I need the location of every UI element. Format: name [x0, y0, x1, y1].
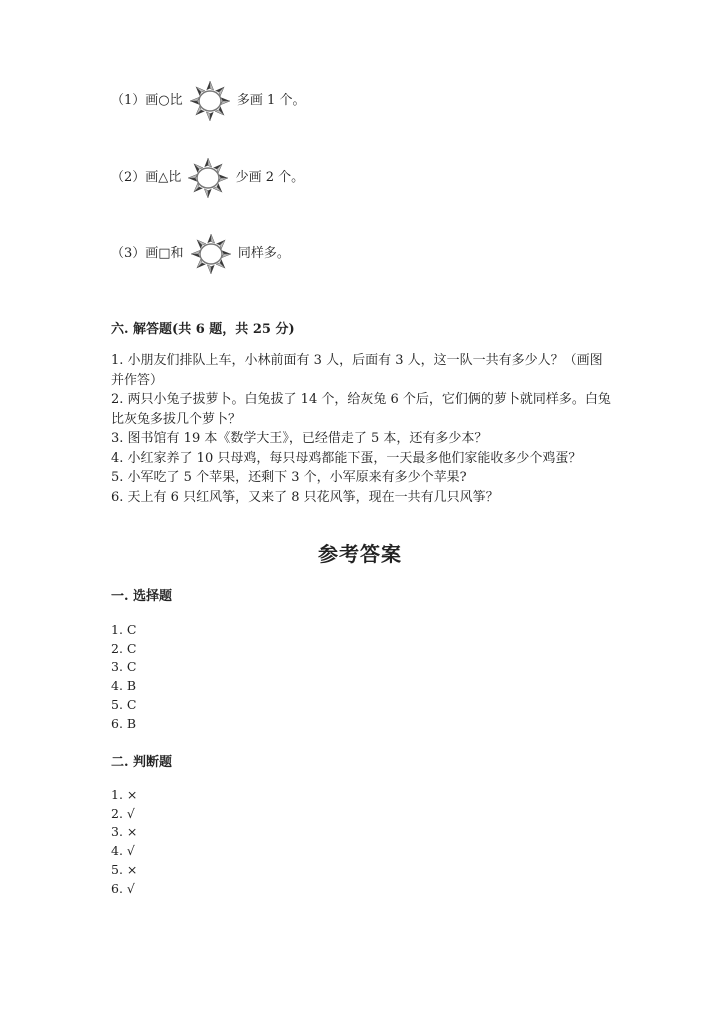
answer-list	[111, 786, 137, 898]
answer-item: 1. C	[111, 622, 137, 637]
drawing-row-suffix: 同样多。	[237, 246, 290, 261]
answer-item: 5. C	[111, 696, 137, 712]
drawing-row-1	[111, 80, 305, 122]
answer-item: 4. B	[111, 678, 137, 694]
section-heading: 六. 解答题(共 6 题，共 25 分)	[111, 322, 295, 337]
answer-item: 1. ×	[111, 787, 138, 802]
question-item: 1. 小朋友们排队上车，小林前面有 3 人，后面有 3 人，这一队一共有多少人？（画图并作答）	[111, 353, 603, 388]
sun-icon	[187, 157, 229, 199]
answer-item: 2. √	[111, 805, 135, 821]
answer-list	[111, 621, 136, 733]
answer-item: 3. C	[111, 659, 137, 675]
answer-item: 2. C	[111, 640, 137, 656]
answer-item: 3. ×	[111, 824, 138, 840]
question-item: 4. 小红家养了 10 只母鸡，每只母鸡都能下蛋，一天最多他们家能收多少个鸡蛋？	[111, 450, 582, 466]
answer-item: 5. ×	[111, 861, 138, 877]
question-item: 6. 天上有 6 只红风筝，又来了 8 只花风筝，现在一共有几只风筝？	[111, 489, 499, 505]
drawing-row-prefix: （2）画△比	[111, 170, 182, 185]
drawing-row-suffix: 少画 2 个。	[235, 170, 305, 185]
sun-icon	[190, 233, 232, 275]
question-item: 5. 小军吃了 5 个苹果，还剩下 3 个，小军原来有多少个苹果?	[111, 470, 467, 485]
drawing-row-3	[111, 233, 290, 275]
answer-item: 6. B	[111, 715, 137, 731]
question-item: 2. 两只小兔子拔萝卜。白兔拔了 14 个，给灰兔 6 个后，它们俩的萝卜就同样多。白兔比灰兔多拔几个萝卜？	[111, 392, 611, 427]
drawing-row-2	[111, 157, 304, 199]
page-title: 参考答案	[318, 542, 402, 566]
question-item: 3. 图书馆有 19 本《数学大王》，已经借走了 5 本，还有多少本？	[111, 431, 488, 446]
section-heading: 一. 选择题	[111, 589, 173, 604]
section-heading: 二. 判断题	[111, 755, 173, 770]
answer-item: 6. √	[111, 880, 135, 896]
sun-icon	[189, 80, 231, 122]
answer-item: 4. √	[111, 843, 135, 859]
drawing-row-suffix: 多画 1 个。	[236, 93, 306, 108]
drawing-row-prefix: （3）画□和	[111, 246, 184, 261]
question-list	[111, 351, 611, 507]
drawing-row-prefix: （1）画○比	[111, 93, 183, 108]
